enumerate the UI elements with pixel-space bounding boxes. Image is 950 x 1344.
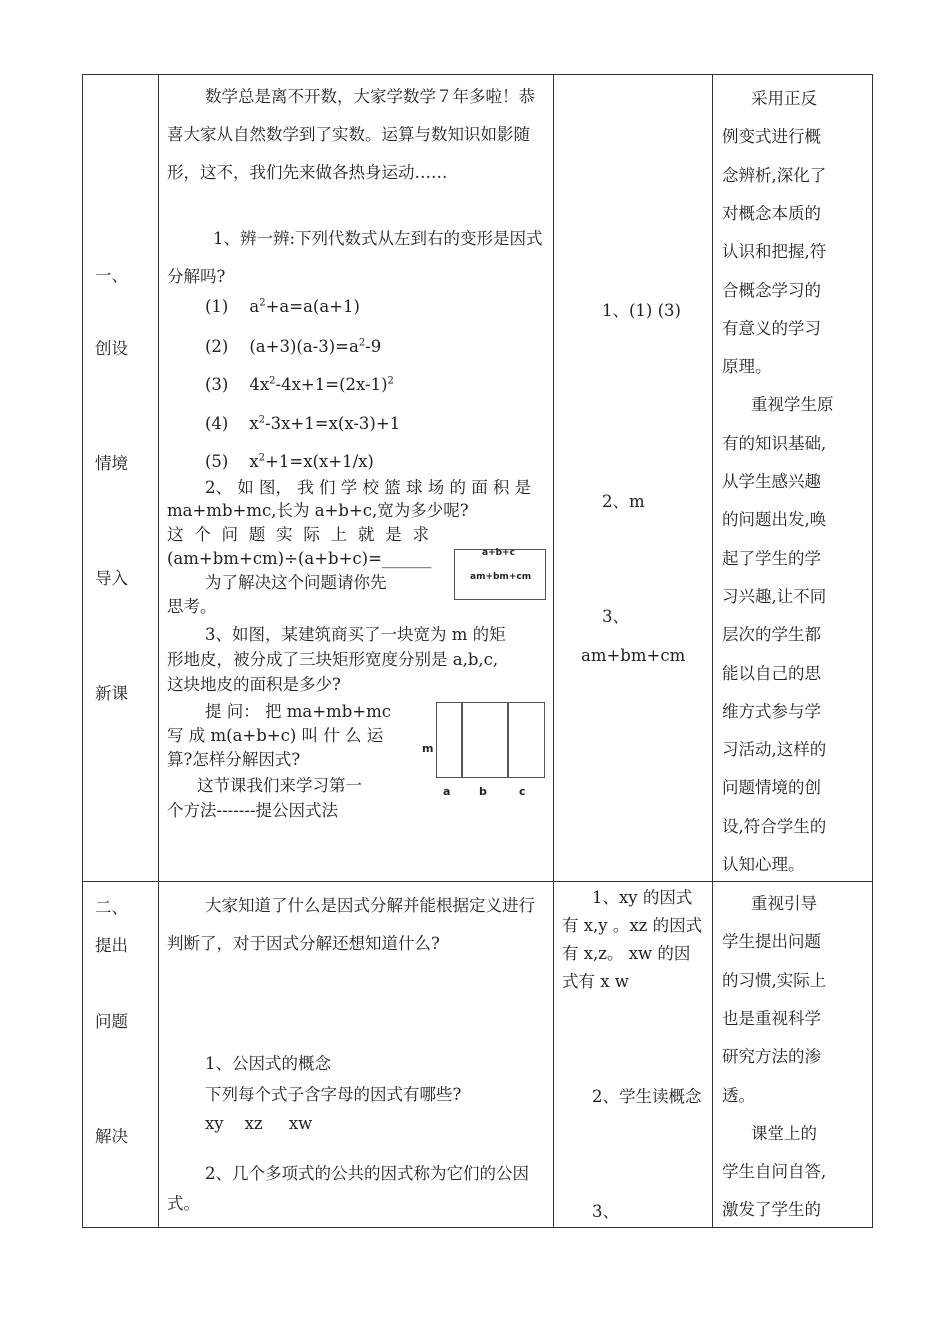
- design-note-line: 的问题出发,唤: [722, 510, 827, 530]
- design-note-line: 也是重视科学: [722, 1008, 821, 1028]
- lesson-plan-table: [82, 74, 873, 1228]
- content-cell-1: [159, 75, 554, 882]
- design-note-line: 有意义的学习: [722, 318, 821, 338]
- answer-1: 1、(1) (3): [602, 301, 681, 320]
- figure-label-a: a: [443, 785, 451, 798]
- common-factor-definition: 2、几个多项式的公共的因式称为它们的公因式。: [167, 1164, 529, 1213]
- q2-line: (am+bm+cm)÷(a+b+c)=______: [167, 549, 432, 568]
- design-note-line: 研究方法的渗: [722, 1047, 821, 1067]
- q3-line: 这节课我们来学习第一: [197, 776, 362, 795]
- stage-label: 创设: [95, 339, 128, 358]
- q1-item-3: (3) $4x^2-4x+1=(2x-1)^2$: [205, 375, 394, 394]
- q2-line: 思考。: [167, 597, 217, 616]
- design-note-line: 重视学生原: [751, 395, 834, 415]
- q2-line: 这 个 问 题 实 际 上 就 是 求: [167, 525, 429, 544]
- figure-label-m: m: [422, 742, 434, 755]
- expression: xw: [288, 1114, 313, 1133]
- design-note-line: 维方式参与学: [722, 701, 821, 721]
- intro-paragraph: 数学总是离不开数，大家学数学７年多啦！恭喜大家从自然数学到了实数。运算与数知识如影随形，这不，我们先来做各热身运动……: [167, 87, 535, 182]
- design-note-line: 从学生感兴趣: [722, 472, 821, 491]
- q1-item-4: (4) $x^2-3x+1=x(x-3)+1$: [205, 414, 401, 433]
- design-note-line: 设,符合学生的: [722, 816, 827, 836]
- design-note-line: 课堂上的: [751, 1123, 817, 1143]
- stage-label: 导入: [95, 569, 128, 588]
- stage-label: 一、: [95, 266, 128, 285]
- design-note-line: 原理。: [722, 357, 772, 377]
- design-note-line: 采用正反: [751, 89, 817, 108]
- q3-line: 写 成 m(a+b+c) 叫 什 么 运: [167, 726, 384, 745]
- concept-title: 1、公因式的概念: [205, 1054, 331, 1073]
- answer-cell-1: [554, 75, 713, 882]
- answer-2: 2、m: [602, 492, 645, 511]
- design-note-line: 能以自己的思: [722, 663, 821, 683]
- q1-item-5: (5) $x^2+1=x(x+1/x)$: [205, 452, 374, 471]
- q3-line: 形地皮，被分成了三块矩形宽度分别是 a,b,c,: [167, 650, 499, 669]
- figure-label-length: a+b+c: [482, 548, 515, 558]
- design-note-line: 激发了学生的: [722, 1200, 821, 1220]
- design-cell-2: [713, 882, 873, 1228]
- design-notes: [713, 882, 872, 1227]
- content-cell-2: [159, 882, 554, 1228]
- answer-3: 3、: [592, 1202, 619, 1221]
- q2-line: 为了解决这个问题请你先: [205, 573, 387, 592]
- q3-line: 3、如图，某建筑商买了一块宽为 m 的矩: [205, 625, 506, 644]
- land-plot-figure: [436, 702, 545, 778]
- q2-line: 2、 如 图， 我 们 学 校 篮 球 场 的 面 积 是: [205, 478, 532, 497]
- table-row-2: [83, 882, 873, 1228]
- stage-label: 解决: [95, 1127, 128, 1146]
- design-note-line: 的习惯,实际上: [722, 970, 827, 990]
- design-note-line: 例变式进行概: [722, 127, 821, 147]
- design-note-line: 习兴趣,让不同: [722, 586, 827, 606]
- divider-line: [507, 703, 509, 777]
- q1-item-1: (1) $a^2+a=a(a+1)$: [205, 297, 360, 316]
- answer-3-value: am+bm+cm: [581, 646, 686, 665]
- expression: xz: [244, 1114, 263, 1133]
- q3-line: 算?怎样分解因式?: [167, 750, 301, 769]
- design-note-line: 有的知识基础,: [722, 433, 827, 453]
- q2-line: ma+mb+mc,长为 a+b+c,宽为多少呢?: [167, 501, 469, 520]
- divider-line: [461, 703, 463, 777]
- stage-label: 情境: [95, 454, 128, 473]
- stage-label: 新课: [95, 684, 128, 703]
- intro-paragraph: 大家知道了什么是因式分解并能根据定义进行判断了，对于因式分解还想知道什么?: [167, 896, 535, 953]
- design-note-line: 层次的学生都: [722, 625, 821, 645]
- question-1-title: 1、辨一辨:下列代数式从左到右的变形是因式分解吗?: [167, 229, 543, 286]
- stage-label: 问题: [95, 1012, 128, 1031]
- stage-cell-1: [83, 75, 159, 882]
- design-note-line: 学生提出问题: [722, 932, 821, 952]
- q1-item-2: (2) $(a+3)(a-3)=a^2-9$: [205, 337, 382, 356]
- design-note-line: 透。: [722, 1085, 755, 1105]
- design-notes: [713, 75, 872, 881]
- q3-line: 个方法-------提公因式法: [167, 801, 339, 820]
- concept-expressions: [205, 1114, 312, 1134]
- answer-3-label: 3、: [602, 607, 629, 626]
- figure-label-c: c: [519, 785, 526, 798]
- design-note-line: 起了学生的学: [722, 548, 821, 568]
- design-note-line: 重视引导: [751, 894, 817, 913]
- q3-line: 提 问： 把 ma+mb+mc: [205, 702, 391, 721]
- stage-cell-2: [83, 882, 159, 1228]
- answer-1: 1、xy 的因式有 x,y 。xz 的因式有 x,z。 xw 的因式有 x w: [562, 888, 703, 991]
- answer-cell-2: [554, 882, 713, 1228]
- design-note-line: 问题情境的创: [722, 778, 821, 798]
- design-note-line: 念辨析,深化了: [722, 165, 827, 185]
- design-note-line: 学生自问自答,: [722, 1162, 827, 1182]
- design-note-line: 认识和把握,符: [722, 242, 827, 262]
- stage-label: 二、: [95, 898, 128, 917]
- design-cell-1: [713, 75, 873, 882]
- stage-label: 提出: [95, 936, 128, 955]
- design-note-line: 习活动,这样的: [722, 740, 827, 760]
- answer-2: 2、学生读概念: [592, 1087, 702, 1106]
- figure-label-area: am+bm+cm: [470, 572, 532, 582]
- table-row-1: [83, 75, 873, 882]
- design-note-line: 合概念学习的: [722, 280, 821, 300]
- figure-label-b: b: [479, 785, 487, 798]
- design-note-line: 对概念本质的: [722, 203, 821, 223]
- concept-question: 下列每个式子含字母的因式有哪些?: [205, 1085, 462, 1104]
- expression: xy: [205, 1114, 224, 1133]
- design-note-line: 认知心理。: [722, 855, 805, 874]
- q3-line: 这块地皮的面积是多少?: [167, 675, 341, 694]
- basketball-court-figure: [454, 549, 546, 600]
